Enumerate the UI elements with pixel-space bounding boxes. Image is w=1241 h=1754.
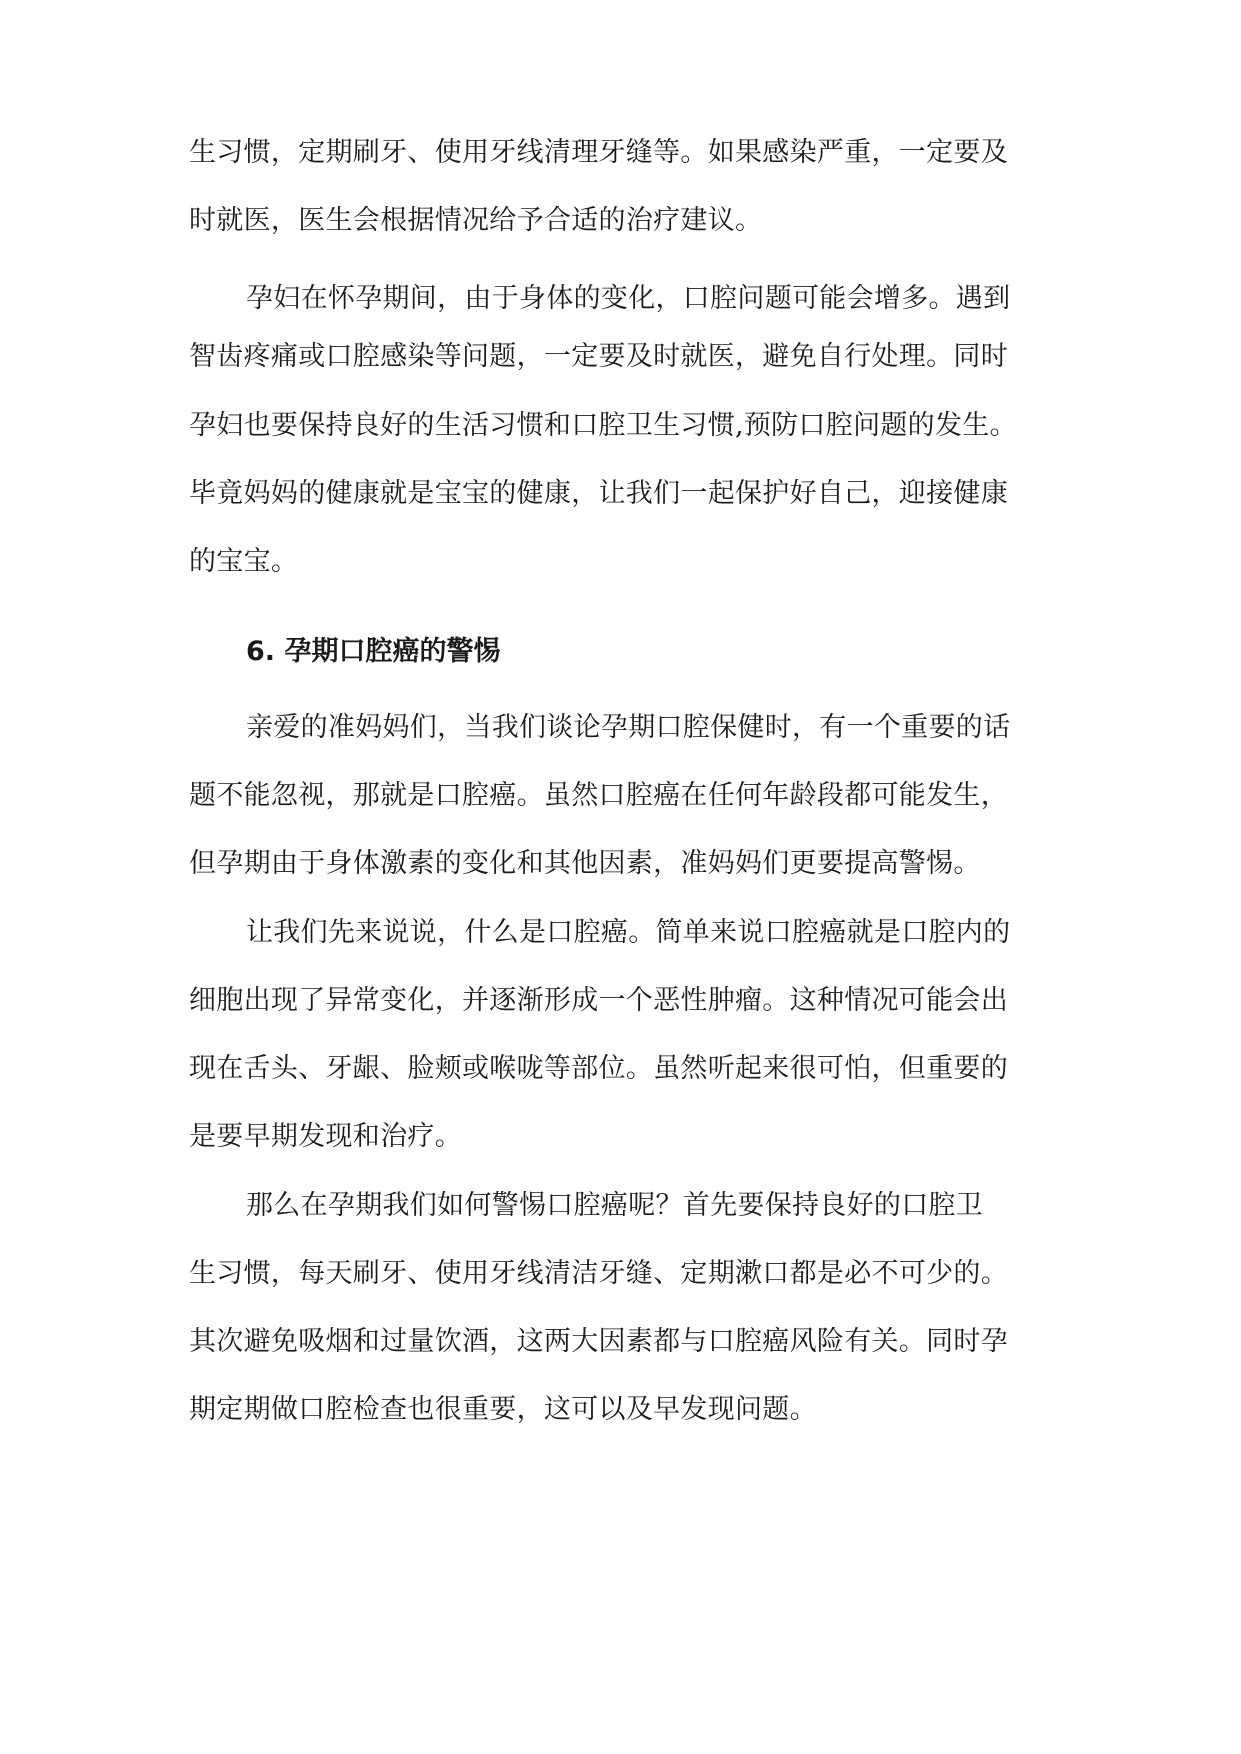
paragraph-line: 细胞出现了异常变化，并逐渐形成一个恶性肿瘤。这种情况可能会出 bbox=[189, 985, 1008, 1016]
paragraph-line: 智齿疼痛或口腔感染等问题，一定要及时就医，避免自行处理。同时 bbox=[189, 341, 1008, 372]
paragraph-line: 生习惯，每天刷牙、使用牙线清洁牙缝、定期漱口都是必不可少的。 bbox=[189, 1258, 1008, 1289]
paragraph-line: 期定期做口腔检查也很重要，这可以及早发现问题。 bbox=[189, 1394, 817, 1425]
paragraph-line: 但孕期由于身体激素的变化和其他因素，准妈妈们更要提高警惕。 bbox=[189, 848, 981, 879]
paragraph-line: 是要早期发现和治疗。 bbox=[189, 1121, 462, 1152]
paragraph-line: 那么在孕期我们如何警惕口腔癌呢？首先要保持良好的口腔卫 bbox=[246, 1190, 984, 1221]
paragraph-line: 的宝宝。 bbox=[189, 546, 299, 577]
paragraph-line: 时就医，医生会根据情况给予合适的治疗建议。 bbox=[189, 205, 763, 236]
paragraph-line: 孕妇在怀孕期间，由于身体的变化，口腔问题可能会增多。遇到 bbox=[246, 283, 1011, 314]
paragraph-line: 让我们先来说说，什么是口腔癌。简单来说口腔癌就是口腔内的 bbox=[246, 917, 1011, 948]
paragraph-line: 生习惯，定期刷牙、使用牙线清理牙缝等。如果感染严重，一定要及 bbox=[189, 137, 1008, 168]
paragraph-line: 毕竟妈妈的健康就是宝宝的健康，让我们一起保护好自己，迎接健康 bbox=[189, 478, 1008, 509]
paragraph-line: 其次避免吸烟和过量饮酒，这两大因素都与口腔癌风险有关。同时孕 bbox=[189, 1326, 1008, 1357]
section-heading: 6. 孕期口腔癌的警惕 bbox=[246, 636, 501, 667]
paragraph-line: 亲爱的准妈妈们，当我们谈论孕期口腔保健时，有一个重要的话 bbox=[246, 712, 1011, 743]
paragraph-line: 题不能忽视，那就是口腔癌。虽然口腔癌在任何年龄段都可能发生， bbox=[189, 780, 1008, 811]
paragraph-line: 现在舌头、牙龈、脸颊或喉咙等部位。虽然听起来很可怕，但重要的 bbox=[189, 1053, 1008, 1084]
paragraph-line: 孕妇也要保持良好的生活习惯和口腔卫生习惯,预防口腔问题的发生。 bbox=[189, 410, 1017, 441]
